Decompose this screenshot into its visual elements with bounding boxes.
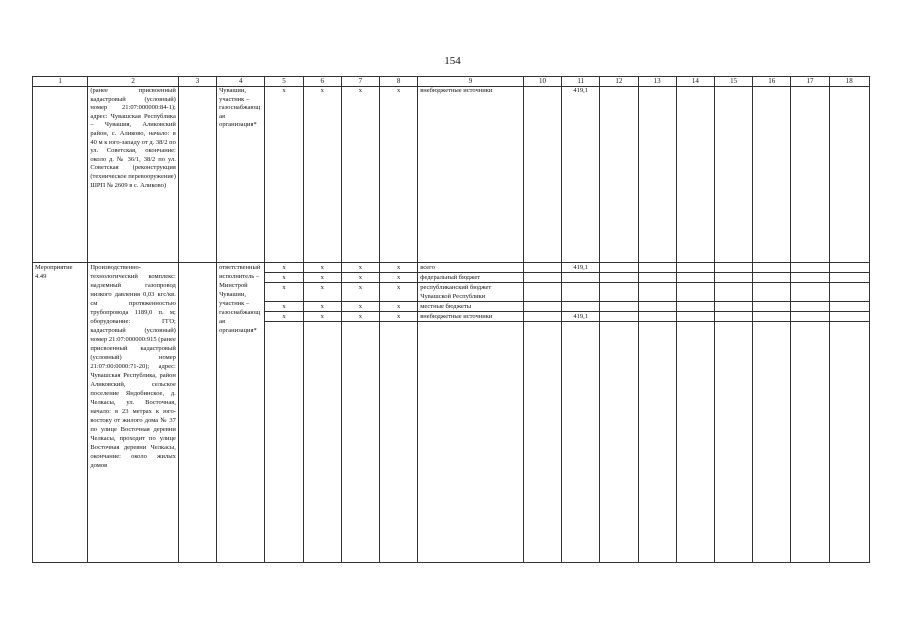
empty-cell	[714, 87, 752, 263]
column-number: 13	[638, 77, 676, 87]
code-cell: x	[341, 87, 379, 263]
code-cell: x	[303, 312, 341, 322]
column-number: 3	[178, 77, 216, 87]
empty-cell	[829, 283, 869, 302]
funding-source-cell: федеральный бюджет	[418, 273, 524, 283]
empty-cell	[523, 312, 561, 322]
empty-cell	[600, 312, 638, 322]
code-cell: x	[303, 273, 341, 283]
empty-cell	[791, 273, 829, 283]
code-cell: x	[380, 302, 418, 312]
empty-cell	[829, 87, 869, 263]
code-cell: x	[341, 312, 379, 322]
code-cell: x	[341, 273, 379, 283]
column-number: 10	[523, 77, 561, 87]
amount-cell: 419,1	[562, 87, 600, 263]
empty-cell	[638, 263, 676, 273]
column-number: 14	[676, 77, 714, 87]
empty-cell	[341, 322, 379, 563]
column-number: 11	[562, 77, 600, 87]
empty-cell	[600, 273, 638, 283]
empty-cell	[676, 322, 714, 563]
code-cell: x	[341, 283, 379, 302]
empty-cell	[791, 283, 829, 302]
code-cell: x	[303, 263, 341, 273]
column-number: 7	[341, 77, 379, 87]
empty-cell	[829, 263, 869, 273]
funding-source-cell: внебюджетные источники	[418, 87, 524, 263]
empty-cell	[523, 273, 561, 283]
empty-cell	[600, 263, 638, 273]
empty-cell	[714, 273, 752, 283]
empty-cell	[791, 302, 829, 312]
column-number: 2	[88, 77, 179, 87]
empty-cell	[714, 283, 752, 302]
empty-cell	[600, 322, 638, 563]
empty-cell	[638, 302, 676, 312]
empty-cell	[638, 273, 676, 283]
empty-cell	[753, 312, 791, 322]
event-name-cell: Мероприятие 4.49	[33, 263, 88, 563]
empty-cell	[523, 283, 561, 302]
empty-cell	[829, 302, 869, 312]
empty-cell	[638, 283, 676, 302]
column-number: 8	[380, 77, 418, 87]
empty-cell	[714, 263, 752, 273]
empty-cell	[829, 273, 869, 283]
empty-cell	[676, 283, 714, 302]
amount-cell: 419,1	[562, 263, 600, 273]
empty-cell	[178, 87, 216, 263]
code-cell: x	[265, 273, 303, 283]
empty-cell	[638, 322, 676, 563]
column-number-row	[33, 77, 870, 87]
empty-cell	[638, 87, 676, 263]
empty-cell	[829, 322, 869, 563]
empty-cell	[523, 263, 561, 273]
code-cell: x	[380, 283, 418, 302]
empty-cell	[753, 263, 791, 273]
empty-cell	[600, 87, 638, 263]
empty-cell	[714, 322, 752, 563]
empty-cell	[303, 322, 341, 563]
code-cell: x	[265, 263, 303, 273]
empty-cell	[600, 302, 638, 312]
code-cell: x	[303, 302, 341, 312]
column-number: 4	[217, 77, 265, 87]
amount-cell: 419,1	[562, 312, 600, 322]
empty-cell	[523, 302, 561, 312]
empty-cell	[753, 283, 791, 302]
empty-cell	[676, 302, 714, 312]
empty-cell	[791, 322, 829, 563]
empty-cell	[178, 263, 216, 563]
column-number: 18	[829, 77, 869, 87]
column-number: 1	[33, 77, 88, 87]
column-number: 15	[714, 77, 752, 87]
funding-source-cell: внебюджетные источники	[418, 312, 524, 322]
empty-cell	[380, 322, 418, 563]
code-cell: x	[380, 312, 418, 322]
code-cell: x	[265, 283, 303, 302]
code-cell: x	[265, 87, 303, 263]
page-number: 154	[444, 55, 461, 67]
empty-cell	[562, 322, 600, 563]
amount-cell	[562, 273, 600, 283]
responsible-cell: ответственный исполнитель – Минстрой Чувашии, участник – газоснабжающая организация*	[217, 263, 265, 563]
table-row	[33, 263, 870, 273]
column-number: 16	[753, 77, 791, 87]
empty-cell	[791, 312, 829, 322]
program-table	[32, 76, 870, 563]
empty-cell	[714, 302, 752, 312]
code-cell: x	[341, 302, 379, 312]
code-cell: x	[380, 273, 418, 283]
object-description-cell: (ранее присвоенный кадастровый (условный) номер 21:07:000000:84-1); адрес: Чувашская Республика – Чувашия, Аликовский район, с. Аликово, начало: в 40 м к юго-западу от д. 38/2 по ул. Советская, окончание: около д. № 36/1, 38/2 по ул. Советская (реконструкция (техническое перевооружение) ШРП № 2609 в с. Аликово)	[88, 87, 179, 263]
column-number: 5	[265, 77, 303, 87]
empty-cell	[265, 322, 303, 563]
amount-cell	[562, 302, 600, 312]
column-number: 9	[418, 77, 524, 87]
table-row	[33, 87, 870, 263]
empty-cell	[523, 87, 561, 263]
empty-cell	[676, 263, 714, 273]
empty-cell	[523, 322, 561, 563]
code-cell: x	[265, 312, 303, 322]
object-description-cell: Производственно-технологический комплекс: надземный газопровод низкого давления 0,03 кгс/кв. см протяженностью трубопровода 1189,0 п. м; оборудование: ГГО; кадастровый (условный) номер 21:07:000000:915 (ранее присвоенный кадастровый (условный) номер 21:07:00:0000:71-20); адрес: Чувашская Республика, район Аликовский, сельское поселение Яндобинское, д. Челкасы, ул. Восточная, начало: в 23 метрах к юго-востоку от жилого дома № 37 по улице Восточная деревни Челкасы, проходит по улице Восточная деревни Челкасы, окончание: около жилых домов	[88, 263, 179, 563]
empty-cell	[418, 322, 524, 563]
code-cell: x	[265, 302, 303, 312]
empty-cell	[600, 283, 638, 302]
code-cell: x	[341, 263, 379, 273]
empty-cell	[638, 312, 676, 322]
code-cell: x	[380, 263, 418, 273]
empty-cell	[753, 87, 791, 263]
responsible-cell: Чувашии, участник – газоснабжающая организация*	[217, 87, 265, 263]
code-cell: x	[303, 87, 341, 263]
empty-cell	[829, 312, 869, 322]
empty-cell	[714, 312, 752, 322]
empty-cell	[676, 312, 714, 322]
empty-cell	[753, 302, 791, 312]
column-number: 17	[791, 77, 829, 87]
column-number: 6	[303, 77, 341, 87]
event-name-cell	[33, 87, 88, 263]
empty-cell	[791, 87, 829, 263]
empty-cell	[791, 263, 829, 273]
empty-cell	[676, 87, 714, 263]
funding-source-cell: местные бюджеты	[418, 302, 524, 312]
empty-cell	[676, 273, 714, 283]
code-cell: x	[303, 283, 341, 302]
empty-cell	[753, 322, 791, 563]
empty-cell	[753, 273, 791, 283]
code-cell: x	[380, 87, 418, 263]
column-number: 12	[600, 77, 638, 87]
funding-source-cell: всего	[418, 263, 524, 273]
amount-cell	[562, 283, 600, 302]
funding-source-cell: республиканский бюджет Чувашской Республики	[418, 283, 524, 302]
